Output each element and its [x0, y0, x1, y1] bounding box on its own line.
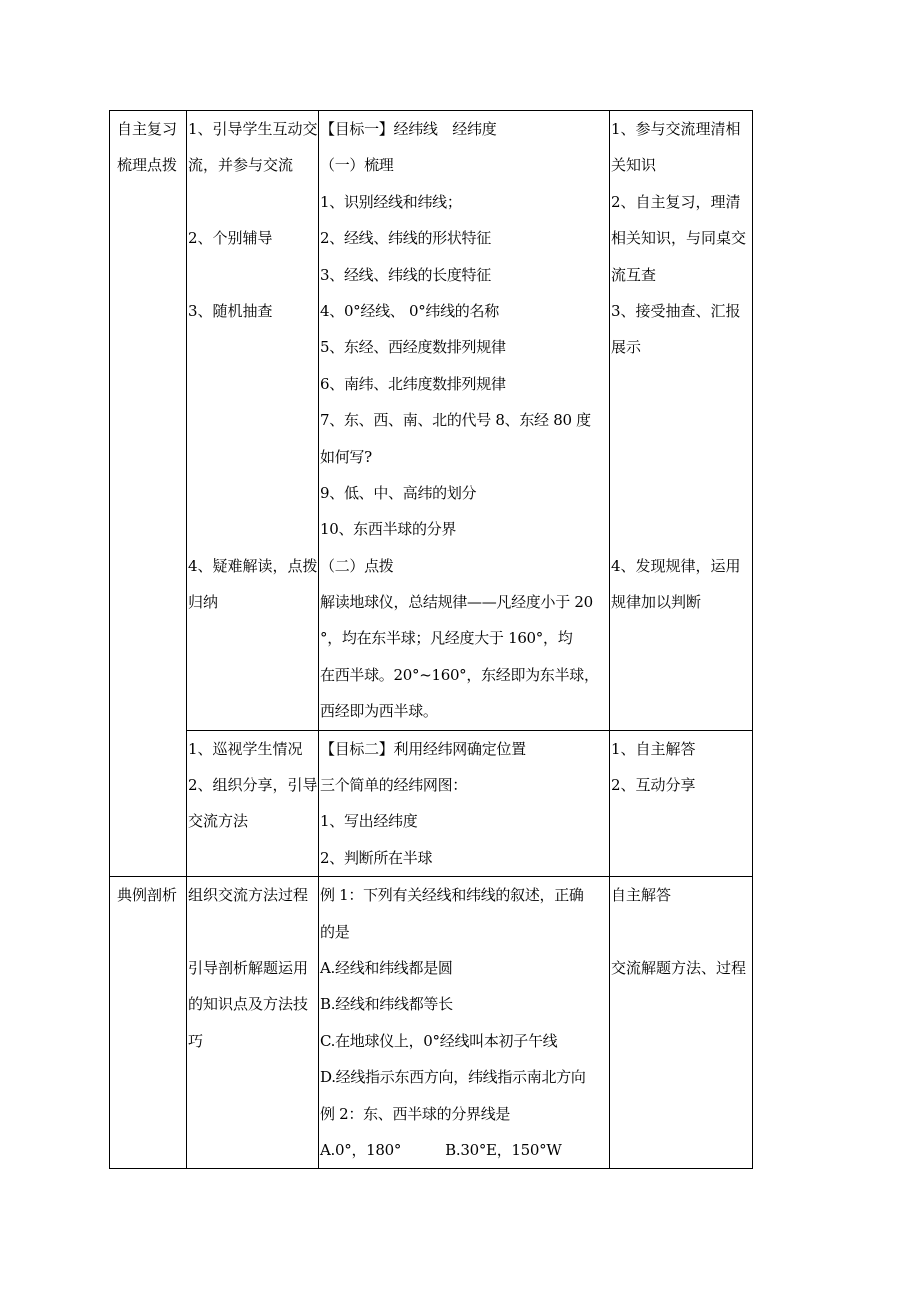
student-activity-cell — [610, 111, 753, 731]
stage-cell — [110, 877, 187, 1169]
cell-text-line: 例 1：下列有关经线和纬线的叙述，正确 — [320, 886, 584, 905]
cell-text-line: 3、接受抽查、汇报 — [611, 301, 741, 320]
cell-text-line: 引导剖析解题运用 — [188, 958, 309, 977]
cell-text-line: 在西半球。20°~160°，东经即为东半球， — [320, 665, 599, 684]
cell-text-line: 梳理点拨 — [117, 156, 178, 175]
student-activity-cell — [610, 730, 753, 877]
cell-text-line — [610, 439, 752, 475]
cell-text-line — [187, 914, 318, 950]
cell-text-line — [610, 475, 752, 511]
cell-text-line: 如何写? — [320, 447, 372, 466]
cell-text-line: 三个简单的经纬网图： — [320, 776, 468, 795]
cell-text-line — [187, 511, 318, 547]
teacher-activity-cell — [187, 111, 319, 731]
stage-cell — [110, 111, 187, 877]
cell-text-line: 1、自主解答 — [611, 739, 696, 758]
cell-text-line: 解读地球仪，总结规律——凡经度小于 20 — [320, 593, 593, 612]
cell-text-line: 2、组织分享，引导 — [188, 776, 318, 795]
cell-text-line — [610, 366, 752, 402]
table-row — [110, 111, 753, 731]
cell-text-line: 【目标一】经纬线 经纬度 — [320, 120, 497, 138]
content-cell — [319, 111, 610, 731]
cell-text-line: 西经即为西半球。 — [320, 702, 438, 721]
cell-text-line: 交流方法 — [188, 812, 249, 831]
cell-text-line: 6、南纬、北纬度数排列规律 — [320, 374, 506, 393]
table-body — [110, 111, 753, 1169]
cell-text-line: 流，并参与交流 — [188, 156, 294, 175]
content-cell — [319, 730, 610, 877]
cell-text-line: C.在地球仪上，0°经线叫本初子午线 — [320, 1031, 558, 1050]
cell-text-line: 4、疑难解读，点拨 — [188, 556, 318, 575]
cell-text-line: 巧 — [188, 1031, 204, 1050]
cell-text-line: 例 2：东、西半球的分界线是 — [320, 1104, 511, 1123]
cell-text-line: 规律加以判断 — [611, 593, 702, 612]
cell-text-line: 1、参与交流理清相 — [611, 120, 741, 138]
cell-text-line — [610, 914, 752, 950]
teacher-activity-cell — [187, 877, 319, 1169]
teacher-activity-cell — [187, 730, 319, 877]
cell-text-line: 5、东经、西经度数排列规律 — [320, 338, 506, 357]
cell-text-line: 的知识点及方法技 — [188, 995, 309, 1014]
cell-text-line — [187, 439, 318, 475]
cell-text-line: 2、个别辅导 — [188, 229, 273, 248]
student-activity-cell — [610, 877, 753, 1169]
cell-text-line: 1、引导学生互动交 — [188, 120, 318, 138]
cell-text-line: 的是 — [320, 922, 350, 941]
cell-text-line — [610, 402, 752, 438]
cell-text-line: 关知识 — [611, 156, 657, 175]
cell-text-line: 4、发现规律，运用 — [611, 556, 741, 575]
cell-text-line: 1、写出经纬度 — [320, 812, 418, 831]
cell-text-line: 3、随机抽查 — [188, 301, 273, 320]
cell-text-line: A.经线和纬线都是圆 — [320, 958, 453, 977]
cell-text-line: （一）梳理 — [320, 156, 394, 175]
cell-text-line — [187, 475, 318, 511]
cell-text-line — [187, 366, 318, 402]
cell-text-line: °，均在东半球；凡经度大于 160°，均 — [320, 629, 573, 648]
lesson-plan-table — [109, 110, 753, 1169]
cell-text-line: 典例剖析 — [117, 886, 178, 905]
cell-text-line: 【目标二】利用经纬网确定位置 — [320, 739, 526, 758]
cell-text-line: 自主复习 — [117, 120, 178, 138]
cell-text-line: 9、低、中、高纬的划分 — [320, 483, 477, 502]
cell-text-line — [187, 257, 318, 293]
cell-text-line: 2、互动分享 — [611, 776, 696, 795]
cell-text-line — [187, 402, 318, 438]
cell-text-line: 组织交流方法过程 — [188, 886, 309, 905]
cell-text-line: 2、判断所在半球 — [320, 848, 433, 867]
table-row — [110, 730, 753, 877]
cell-text-line: 2、自主复习，理清 — [611, 192, 741, 211]
cell-text-line — [187, 184, 318, 220]
cell-text-line — [610, 511, 752, 547]
cell-text-line: 流互查 — [611, 265, 657, 284]
cell-text-line: 自主解答 — [611, 886, 672, 905]
cell-text-line — [187, 329, 318, 365]
cell-text-line: 归纳 — [188, 593, 219, 612]
cell-text-line: 相关知识，与同桌交 — [611, 229, 747, 248]
cell-text-line: 交流解题方法、过程 — [611, 958, 747, 977]
cell-text-line: （二）点拨 — [320, 556, 394, 575]
cell-text-line: 展示 — [611, 338, 642, 357]
cell-text-line: 3、经线、纬线的长度特征 — [320, 265, 491, 284]
cell-text-line: 1、巡视学生情况 — [188, 739, 303, 758]
cell-text-line: 4、0°经线、 0°纬线的名称 — [320, 301, 499, 320]
cell-text-line: A.0°，180° B.30°E，150°W — [320, 1140, 562, 1159]
cell-text-line: B.经线和纬线都等长 — [320, 995, 453, 1014]
content-cell — [319, 877, 610, 1169]
cell-text-line: D.经线指示东西方向，纬线指示南北方向 — [320, 1068, 586, 1087]
cell-text-line: 10、东西半球的分界 — [320, 520, 457, 539]
table-row — [110, 877, 753, 1169]
cell-text-line: 2、经线、纬线的形状特征 — [320, 229, 491, 248]
cell-text-line: 7、东、西、南、北的代号 8、东经 80 度 — [320, 411, 591, 430]
cell-text-line: 1、识别经线和纬线； — [320, 192, 462, 211]
